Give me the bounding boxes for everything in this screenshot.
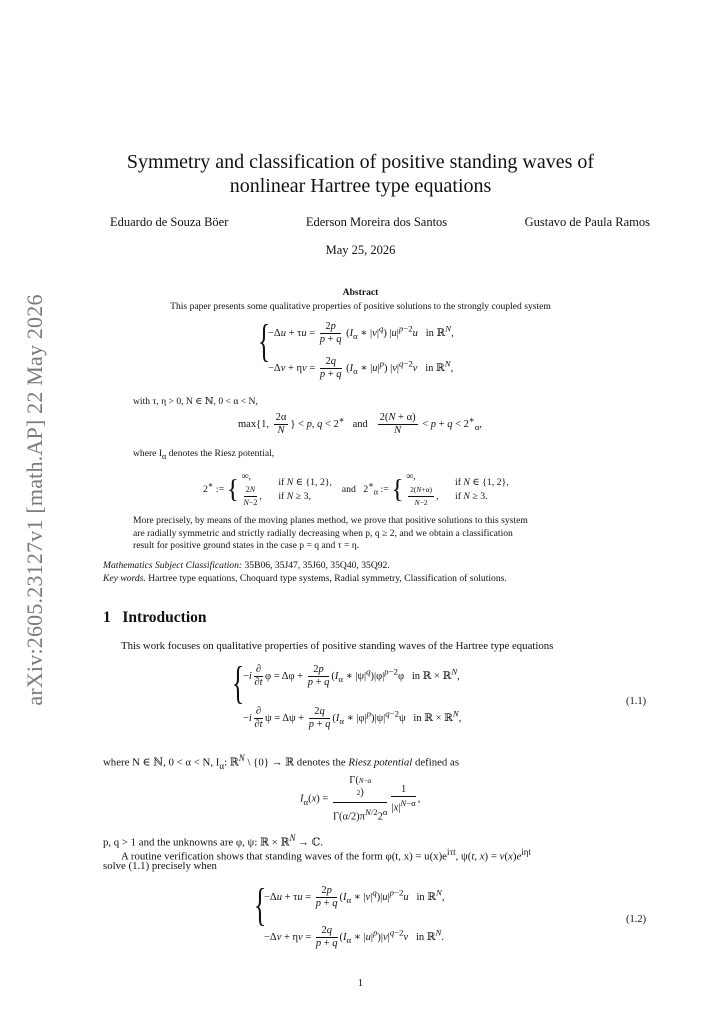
abstract-with: with τ, η > 0, N ∈ ℕ, 0 < α < N,: [133, 396, 258, 407]
eq12-line1: −Δu + τu = $\frac{2p}{p + q}$ ($I_\alpha$ ∗ $|v|^q)|u|^{p-2}u$ in ℝ$^N$,: [264, 885, 445, 909]
abstract-range-eq: max{1, $\frac{2\alpha}{N}$ } < p, q < 2∗ and $\frac{2(N + \alpha)}{N}$ < $p + q < 2^∗_\alpha$,: [238, 412, 483, 436]
author-2: Ederson Moreira dos Santos: [305, 215, 448, 229]
critical-exponent-def: 2∗ := { ∞, $\frac{2N}{N-2}$ , if N ∈ {1, 2}, if N ≥ 3, and $2^∗_\alpha$ := { ∞, $\frac{2(N+\alpha)}{N-2}$ , if N ∈ {1, 2}, if N ≥ 3.: [203, 471, 509, 507]
equation-tag-1-1: (1.1): [626, 696, 647, 707]
author-3: Gustavo de Paula Ramos: [524, 215, 650, 229]
intro-where: where N ∈ ℕ, 0 < α < N, $I_\alpha$: ℝ$^N$ \ {0} → ℝ denotes the Riesz potential defined as: [103, 753, 460, 771]
keywords-line: Key words. Hartree type equations, Choquard type systems, Radial symmetry, Classification of solutions.: [103, 573, 507, 584]
section-heading: 1 Introduction: [103, 609, 207, 626]
eq11-line1: −i $\frac{\partial}{\partial t}$ φ = Δφ + $\frac{2p}{p + q}$ ($I_\alpha$ ∗ $|\psi|^q)|\varphi|^{p-2}\varphi$ in ℝ × ℝ$^N$,: [243, 664, 460, 688]
intro-solve: solve (1.1) precisely when: [103, 860, 217, 872]
author-list: [110, 215, 650, 230]
intro-routine: A routine verification shows that standing waves of the form φ(t, $x) = u(x)e^{i\tau t}$, ψ(t, $x) = v(x)e^{i\eta t}$: [121, 847, 531, 863]
abstract-conclusion: More precisely, by means of the moving planes method, we prove that positive solutions to this system are radially symmetric and strictly radially decreasing when p, q ≥ 2, and we obtain a classification result for positive ground states in the case p = q and τ = η.: [133, 515, 528, 551]
eq11-line2: −i $\frac{\partial}{\partial t}$ ψ = Δψ + $\frac{2q}{p + q}$ ($I_\alpha$ ∗ $|\varphi|^p)|\psi|^{q-2}\psi$ in ℝ × ℝ$^N$,: [243, 706, 462, 730]
eq11-brace: {: [232, 657, 245, 708]
paper-title: Symmetry and classification of positive standing waves of nonlinear Hartree type equations: [126, 151, 595, 197]
eq12-brace: {: [254, 879, 267, 930]
intro-paragraph: This work focuses on qualitative properties of positive standing waves of the Hartree type equations: [121, 640, 554, 652]
abstract-heading: Abstract: [342, 287, 379, 298]
abstract-intro: This paper presents some qualitative properties of positive solutions to the strongly coupled system: [170, 301, 551, 312]
abstract-eq2: −Δv + ηv = $\frac{2q}{p + q}$ ($I_\alpha$ ∗ $|u|^p$) $|v|^{q-2}v$ in ℝ$^N$,: [268, 356, 454, 380]
riesz-potential-def: $I_\alpha(x)$ = Γ(N−α 2) $\Gamma(\alpha/2)\pi^{N/2}2^\alpha$ $\frac{1}{|x|^{N-\alpha}}$ ,: [300, 775, 421, 823]
abstract-where: where $I_\alpha$ denotes the Riesz potential,: [133, 448, 275, 461]
paper-date: May 25, 2026: [325, 243, 396, 257]
abstract-eq1: −Δu + τu = $\frac{2p}{p + q}$ ($I_\alpha$ ∗ $|v|^q$) $|u|^{p-2}u$ in ℝ$^N$,: [268, 321, 454, 345]
page-number: 1: [357, 977, 364, 989]
equation-tag-1-2: (1.2): [626, 914, 647, 925]
eq12-line2: −Δv + ηv = $\frac{2q}{p + q}$ ($I_\alpha$ ∗ $|u|^p)|v|^{q-2}v$ in ℝ$^N$.: [264, 925, 444, 949]
arxiv-identifier: arXiv:2605.23127v1 [math.AP] 22 May 2026: [22, 294, 47, 706]
author-1: Eduardo de Souza Böer: [110, 215, 229, 229]
abstract-system-brace: {: [258, 315, 271, 366]
msc-line: Mathematics Subject Classification: 35B06, 35J47, 35J60, 35Q40, 35Q92.: [103, 560, 390, 571]
intro-pq: p, q > 1 and the unknowns are φ, ψ: ℝ × ℝ$^N$ → ℂ.: [103, 833, 323, 849]
